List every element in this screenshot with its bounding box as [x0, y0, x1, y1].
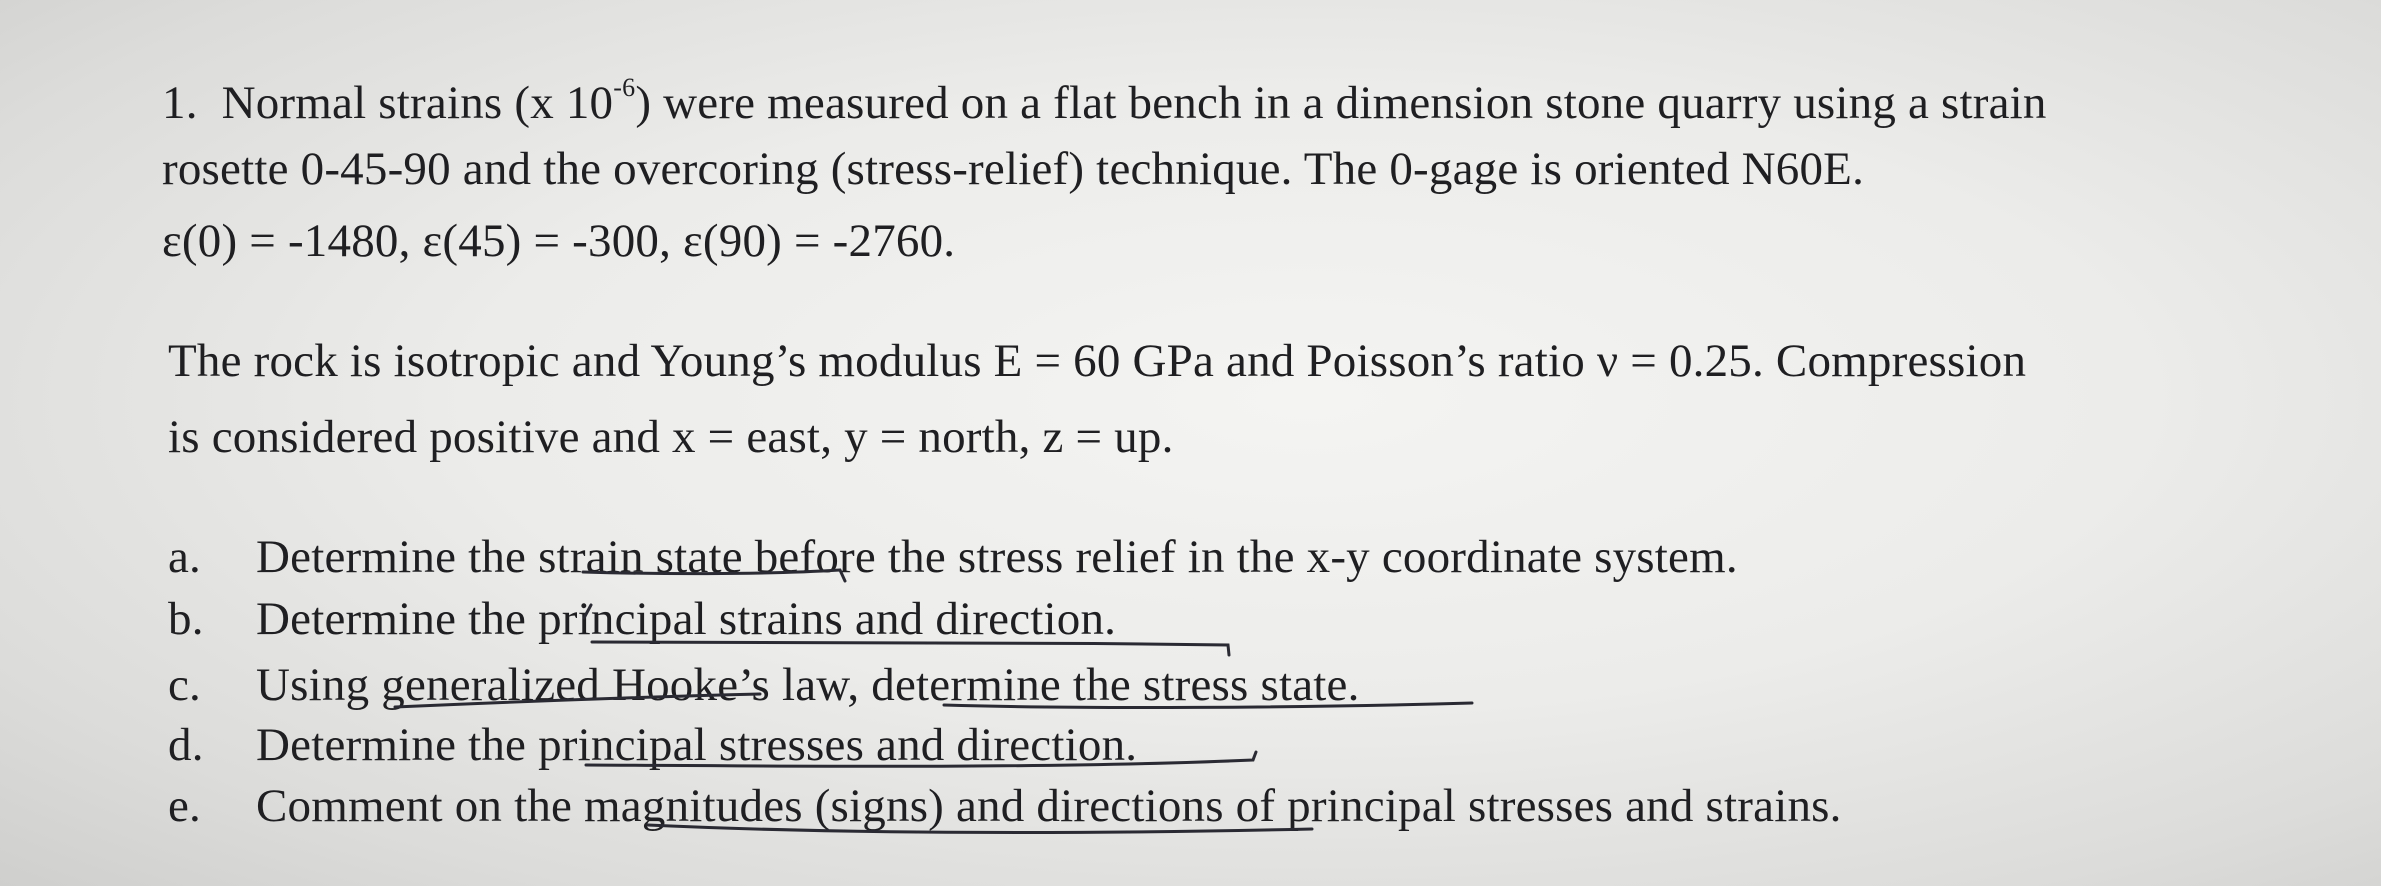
intro-text-post: ) were measured on a flat bench in a dimension stone quarry using a strain	[635, 77, 2047, 129]
rock-properties-line-1: The rock is isotropic and Young’s modulus E = 60 GPa and Poisson’s ratio ν = 0.25. Compression	[168, 335, 2027, 387]
problem-number: 1.	[162, 77, 198, 129]
task-item-c	[168, 659, 1360, 711]
intro-text-pre: Normal strains (x 10	[221, 77, 614, 129]
task-text: Determine the principal stresses and direction.	[256, 719, 1138, 771]
task-text: Determine the strain state before the stress relief in the x-y coordinate system.	[256, 531, 1738, 583]
task-text: Comment on the magnitudes (signs) and directions of principal stresses and strains.	[256, 780, 1842, 832]
intro-exponent: -6	[613, 73, 636, 102]
task-marker: d.	[168, 719, 204, 771]
task-item-a	[168, 531, 1738, 583]
problem-intro-line-1	[162, 73, 2047, 129]
rock-properties-line-2: is considered positive and x = east, y = north, z = up.	[168, 411, 1174, 463]
problem-intro-line-2: rosette 0-45-90 and the overcoring (stress-relief) technique. The 0-gage is oriented N60E.	[162, 143, 1865, 195]
strain-values-line: ε(0) = -1480, ε(45) = -300, ε(90) = -2760.	[162, 215, 956, 267]
task-text: Determine the principal strains and direction.	[256, 593, 1117, 645]
task-item-b	[168, 593, 1117, 645]
task-marker: a.	[168, 531, 202, 583]
task-item-d	[168, 719, 1138, 771]
task-marker: b.	[168, 593, 204, 645]
task-item-e	[168, 780, 1842, 832]
task-text: Using generalized Hooke’s law, determine the stress state.	[256, 659, 1360, 711]
task-marker: e.	[168, 780, 202, 832]
task-marker: c.	[168, 659, 202, 711]
